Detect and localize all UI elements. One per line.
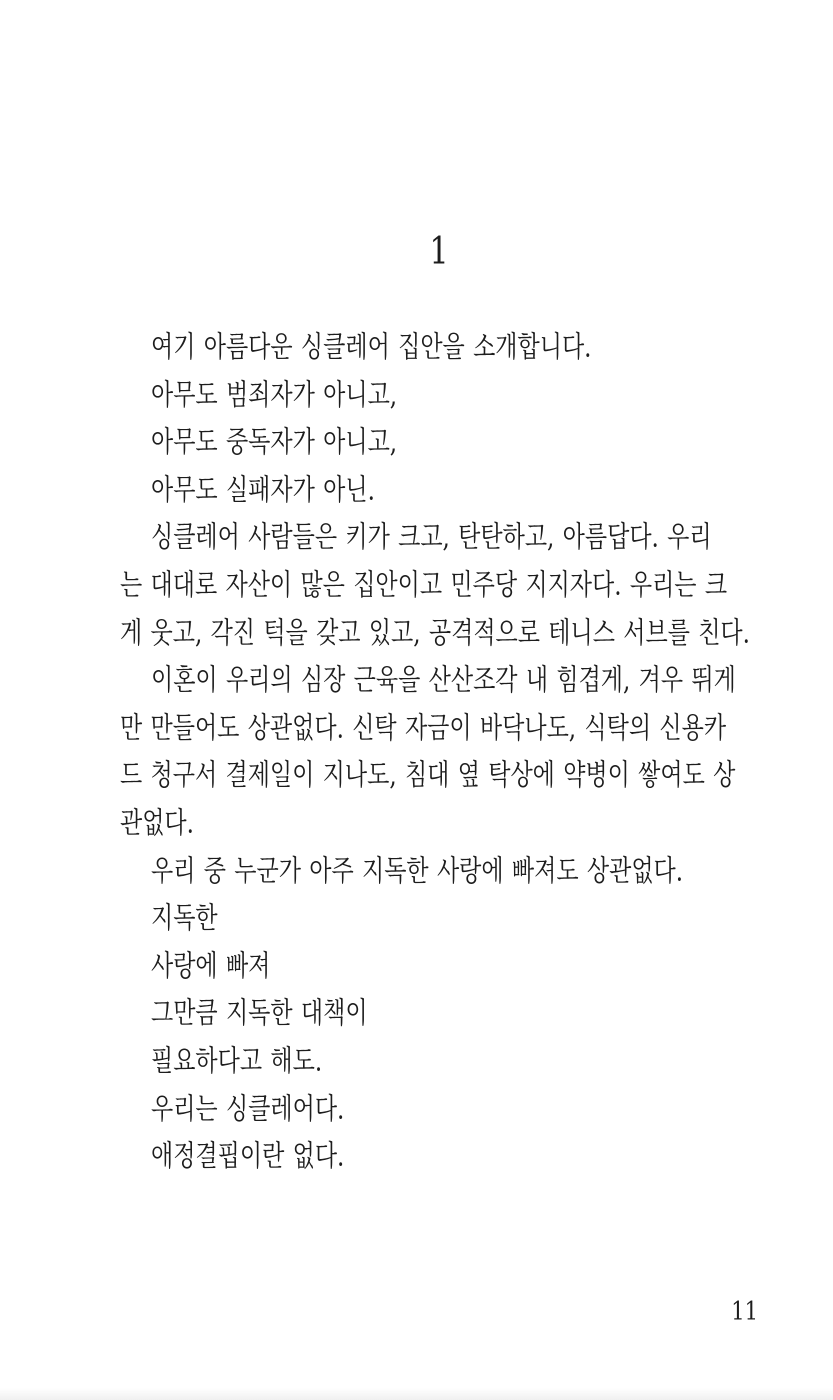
chapter-number: 1	[429, 229, 449, 274]
text-line: 만 만들어도 상관없다. 신탁 자금이 바닥나도, 식탁의 신용카	[120, 712, 727, 745]
text-line: 그만큼 지독한 대책이	[151, 997, 368, 1031]
text-line: 이혼이 우리의 심장 근육을 산산조각 내 힘겹게, 겨우 뛰게	[151, 664, 736, 698]
text-line: 우리는 싱클레어다.	[151, 1093, 345, 1126]
text-line: 필요하다고 해도.	[151, 1045, 323, 1078]
body-text	[120, 325, 758, 1182]
text-line: 아무도 중독자가 아니고,	[151, 426, 398, 460]
text-line: 애정결핍이란 없다.	[151, 1140, 345, 1174]
text-line: 지독한	[151, 902, 218, 936]
text-line: 게 웃고, 각진 턱을 갖고 있고, 공격적으로 테니스 서브를 친다.	[120, 617, 750, 650]
text-line: 관없다.	[120, 807, 194, 840]
text-line: 사랑에 빠져	[151, 950, 271, 983]
text-line: 여기 아름다운 싱클레어 집안을 소개합니다.	[151, 331, 592, 365]
text-line: 싱클레어 사람들은 키가 크고, 탄탄하고, 아름답다. 우리	[151, 521, 712, 555]
text-line: 우리 중 누군가 아주 지독한 사랑에 빠져도 상관없다.	[151, 855, 684, 888]
text-line: 아무도 범죄자가 아니고,	[151, 379, 398, 412]
text-line: 드 청구서 결제일이 지나도, 침대 옆 탁상에 약병이 쌓여도 상	[120, 759, 736, 793]
text-line: 는 대대로 자산이 많은 집안이고 민주당 지지자다. 우리는 크	[120, 569, 728, 603]
text-line: 아무도 실패자가 아닌.	[151, 474, 375, 507]
page-number: 11	[731, 1296, 758, 1326]
